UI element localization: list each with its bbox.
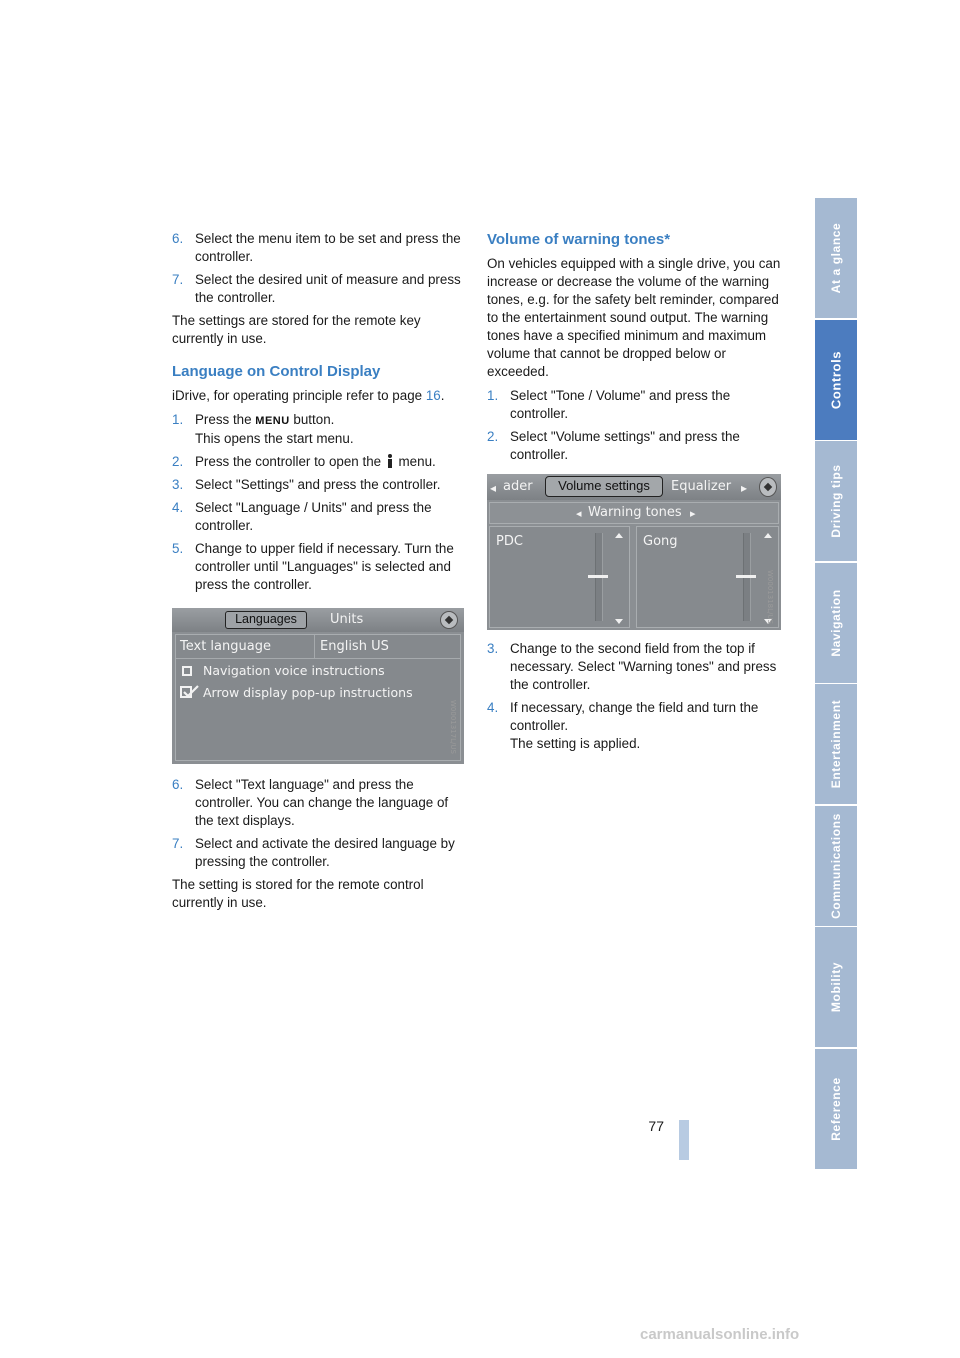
tab-equalizer: Equalizer bbox=[671, 479, 732, 494]
tab-at-a-glance[interactable] bbox=[815, 198, 857, 318]
checkbox-checked-icon bbox=[180, 685, 200, 699]
tab-label: Controls bbox=[828, 350, 844, 409]
watermark: carmanualsonline.info bbox=[640, 1326, 800, 1343]
step-number: 4. bbox=[487, 700, 499, 715]
page-number: 77 bbox=[648, 1118, 664, 1134]
tab-label: Navigation bbox=[829, 588, 843, 657]
warning-tones-label: Warning tones bbox=[588, 505, 682, 520]
step-text: Change to the second field from the top if necessary. Select "Warning tones" and press the controller. bbox=[510, 641, 777, 692]
list-item bbox=[172, 411, 464, 448]
page-number-bar bbox=[679, 1120, 689, 1160]
warning-tones-field bbox=[489, 502, 779, 524]
text-language-row bbox=[176, 635, 460, 659]
section-heading-language: Language on Control Display bbox=[172, 363, 381, 380]
step-number: 7. bbox=[172, 272, 184, 287]
step-number: 6. bbox=[172, 231, 184, 246]
sub-left-arrow-icon: ◂ bbox=[576, 507, 582, 520]
pdc-panel bbox=[489, 526, 630, 628]
gong-label: Gong bbox=[643, 534, 678, 549]
tab-fader: ader bbox=[503, 479, 533, 494]
settings-note: The settings are stored for the remote key currently in use. bbox=[172, 313, 421, 346]
tab-navigation[interactable] bbox=[815, 563, 857, 683]
step-text: Select and activate the desired language by pressing the controller. bbox=[195, 836, 455, 869]
slider-up-icon bbox=[615, 533, 623, 538]
tab-languages: Languages bbox=[225, 611, 307, 629]
row-divider bbox=[314, 635, 315, 659]
screen-body bbox=[175, 634, 461, 761]
option-arrow-display: Arrow display pop-up instructions bbox=[203, 685, 413, 700]
gong-slider-knob bbox=[736, 575, 756, 578]
controller-nav-icon bbox=[759, 477, 777, 497]
step-text: Select "Tone / Volume" and press the controller. bbox=[510, 388, 731, 421]
step-text: Select "Language / Units" and press the controller. bbox=[195, 500, 432, 533]
image-code: W0001317L/US bbox=[449, 700, 457, 754]
step-text: If necessary, change the field and turn the controller. bbox=[510, 700, 759, 733]
step-number: 5. bbox=[172, 541, 184, 556]
intro-end: . bbox=[440, 388, 445, 403]
controller-nav-icon bbox=[440, 611, 458, 629]
chapter-tabs bbox=[815, 198, 857, 1170]
left-column bbox=[172, 230, 464, 918]
slider-up-icon bbox=[764, 533, 772, 538]
tab-label: Driving tips bbox=[829, 464, 843, 538]
step-text: Select "Settings" and press the controller. bbox=[195, 477, 441, 492]
step-text: Change to upper field if necessary. Turn the controller until "Languages" is selected and press the controller. bbox=[195, 541, 454, 592]
list-item bbox=[487, 640, 781, 694]
warning-tones-paragraph: On vehicles equipped with a single drive, you can increase or decrease the volume of the warning tones, e.g. for the safety belt reminder, compared to the entertainment sound output. The warning tones have a specified minimum and maximum volume that cannot be dropped below or exceeded. bbox=[487, 256, 781, 379]
info-icon bbox=[387, 454, 393, 468]
list-item bbox=[172, 540, 464, 594]
tab-label: At a glance bbox=[829, 222, 843, 294]
tab-right-arrow-icon: ▸ bbox=[741, 481, 748, 495]
checkbox-unchecked-icon bbox=[182, 666, 192, 676]
language-screen-image bbox=[172, 608, 464, 764]
right-column bbox=[487, 230, 781, 758]
idrive-reference bbox=[172, 387, 464, 405]
image-code: W0001318L/US bbox=[766, 570, 774, 624]
tab-volume-settings: Volume settings bbox=[545, 476, 663, 497]
step-text: Select "Text language" and press the controller. You can change the language of the text displays. bbox=[195, 777, 449, 828]
step-text: Select "Volume settings" and press the controller. bbox=[510, 429, 740, 462]
list-item bbox=[172, 230, 464, 266]
pdc-slider-knob bbox=[588, 575, 608, 578]
gong-panel bbox=[636, 526, 779, 628]
list-item bbox=[172, 776, 464, 830]
step-number: 2. bbox=[487, 429, 499, 444]
step-text: Select the desired unit of measure and press the controller. bbox=[195, 272, 461, 305]
text-language-value: English US bbox=[320, 639, 389, 654]
page-reference-link[interactable]: 16 bbox=[425, 388, 441, 403]
list-item bbox=[487, 699, 781, 753]
step-text-pre: Press the bbox=[195, 412, 256, 427]
list-item bbox=[172, 476, 464, 494]
step-number: 6. bbox=[172, 777, 184, 792]
screen-tab-bar bbox=[487, 474, 781, 500]
text-language-label: Text language bbox=[180, 639, 271, 654]
menu-button-icon: MENU bbox=[255, 412, 289, 430]
tab-communications[interactable] bbox=[815, 806, 857, 926]
tab-label: Communications bbox=[829, 812, 843, 919]
step-text-post: button. bbox=[289, 412, 335, 427]
step-text-line2: The setting is applied. bbox=[510, 736, 641, 751]
intro-text: iDrive, for operating principle refer to page bbox=[172, 388, 426, 403]
step-text-pre: Press the controller to open the bbox=[195, 454, 385, 469]
tab-entertainment[interactable] bbox=[815, 684, 857, 804]
option-navigation-voice: Navigation voice instructions bbox=[203, 663, 385, 678]
screen-tab-bar bbox=[172, 608, 464, 632]
tab-label: Entertainment bbox=[829, 699, 843, 789]
list-item bbox=[487, 387, 781, 423]
step-number: 3. bbox=[487, 641, 499, 656]
list-item bbox=[172, 271, 464, 307]
tab-mobility[interactable] bbox=[815, 927, 857, 1047]
tab-label: Mobility bbox=[829, 961, 843, 1013]
volume-screen-image bbox=[487, 474, 781, 630]
step-text-line2: This opens the start menu. bbox=[195, 431, 354, 446]
step-number: 1. bbox=[172, 412, 184, 427]
step-number: 3. bbox=[172, 477, 184, 492]
tab-units: Units bbox=[330, 612, 364, 627]
pdc-label: PDC bbox=[496, 534, 523, 549]
list-item bbox=[487, 428, 781, 464]
tab-left-arrow-icon: ◂ bbox=[490, 481, 497, 495]
step-number: 7. bbox=[172, 836, 184, 851]
step-number: 4. bbox=[172, 500, 184, 515]
tab-controls[interactable] bbox=[815, 320, 857, 440]
step-text-post: menu. bbox=[394, 454, 436, 469]
step-number: 2. bbox=[172, 454, 184, 469]
settings-note: The setting is stored for the remote control currently in use. bbox=[172, 877, 424, 910]
list-item bbox=[172, 835, 464, 871]
step-number: 1. bbox=[487, 388, 499, 403]
section-heading-warning-tones: Volume of warning tones* bbox=[487, 231, 671, 248]
list-item bbox=[172, 499, 464, 535]
sub-right-arrow-icon: ▸ bbox=[690, 507, 696, 520]
slider-down-icon bbox=[615, 619, 623, 624]
step-text: Select the menu item to be set and press the controller. bbox=[195, 231, 461, 264]
tab-reference[interactable] bbox=[815, 1049, 857, 1169]
tab-label: Reference bbox=[829, 1076, 843, 1141]
tab-driving-tips[interactable] bbox=[815, 441, 857, 561]
list-item bbox=[172, 453, 464, 471]
